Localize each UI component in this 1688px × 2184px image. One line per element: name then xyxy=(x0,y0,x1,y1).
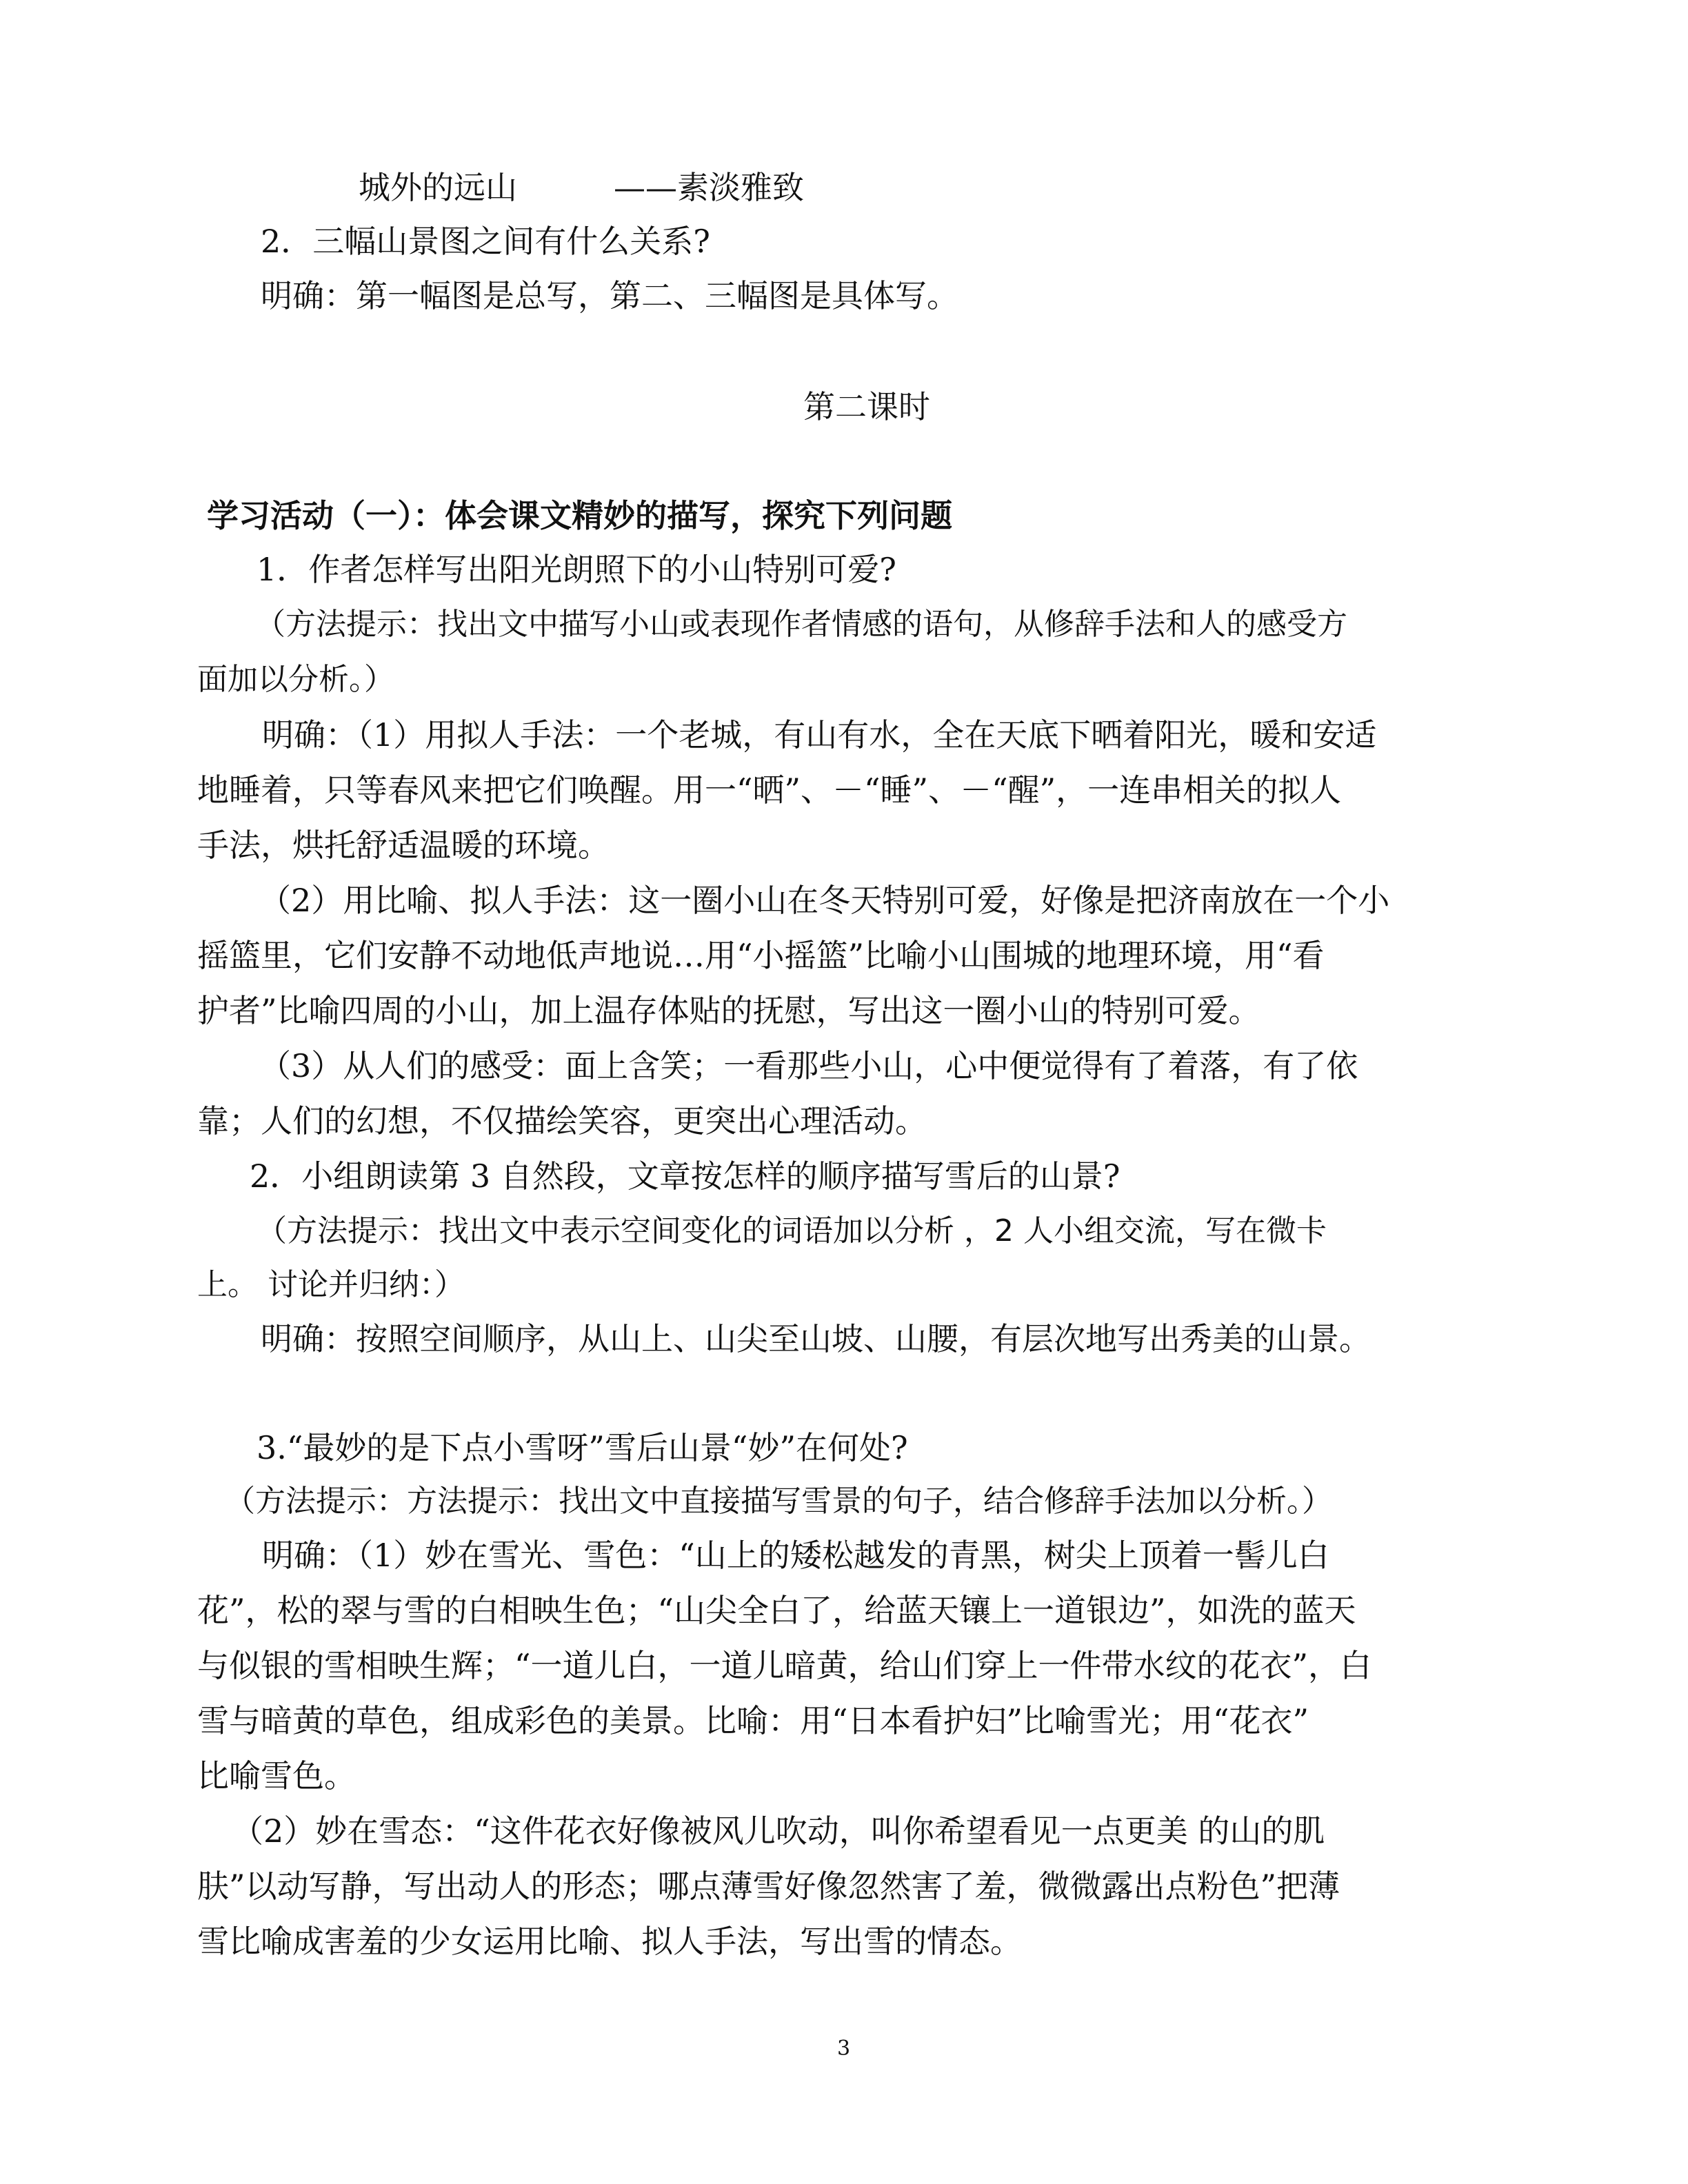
section1-answer1-line2: 地睡着，只等春风来把它们唤醒。用一“晒”、－“睡”、－“醒”，一连串相关的拟人 xyxy=(197,771,1342,809)
question-2-relation: 2．三幅山景图之间有什么关系? xyxy=(261,223,710,260)
lesson-title: 第二课时 xyxy=(803,388,930,425)
section3-answer1-line5: 比喻雪色。 xyxy=(197,1757,356,1794)
section3-answer1-line1: 明确：（1）妙在雪光、雪色：“山上的矮松越发的青黑，树尖上顶着一髻儿白 xyxy=(262,1537,1329,1574)
mountain-label: 城外的远山 xyxy=(359,169,517,206)
activity-heading: 学习活动（一）：体会课文精妙的描写，探究下列问题 xyxy=(207,497,952,534)
page-number: 3 xyxy=(837,2036,851,2061)
section3-answer2-line1: （2）妙在雪态：“这件花衣好像被风儿吹动，叫你希望看见一点更美 的山的肌 xyxy=(232,1812,1325,1850)
section3-answer1-line4: 雪与暗黄的草色，组成彩色的美景。比喻：用“日本看护妇”比喻雪光；用“花衣” xyxy=(197,1702,1309,1739)
section3-answer2-line2: 肤”以动写静，写出动人的形态；哪点薄雪好像忽然害了羞，微微露出点粉色”把薄 xyxy=(197,1868,1340,1905)
section1-answer1-line1: 明确：（1）用拟人手法：一个老城，有山有水，全在天底下晒着阳光，暖和安适 xyxy=(262,716,1377,754)
section1-answer2-line2: 摇篮里，它们安静不动地低声地说…用“小摇篮”比喻小山围城的地理环境，用“看 xyxy=(197,937,1325,974)
section3-answer2-line3: 雪比喻成害羞的少女运用比喻、拟人手法，写出雪的情态。 xyxy=(197,1923,1022,1960)
mountain-line xyxy=(359,167,804,208)
section1-question: 1．作者怎样写出阳光朗照下的小山特别可爱? xyxy=(257,551,896,588)
section1-answer2-line3: 护者”比喻四周的小山，加上温存体贴的抚慰，写出这一圈小山的特别可爱。 xyxy=(197,992,1260,1029)
section2-answer: 明确：按照空间顺序，从山上、山尖至山坡、山腰，有层次地写出秀美的山景。 xyxy=(261,1320,1371,1357)
section1-hint-line2: 面加以分析。） xyxy=(197,662,394,697)
section3-question: 3.“最妙的是下点小雪呀”雪后山景“妙”在何处? xyxy=(257,1429,908,1466)
section2-hint-line1: （方法提示：找出文中表示空间变化的词语加以分析 ，2 人小组交流，写在微卡 xyxy=(257,1213,1327,1248)
section2-hint-line2: 上。 讨论并归纳：） xyxy=(197,1267,465,1302)
mountain-desc: ——素淡雅致 xyxy=(614,169,804,206)
answer-2-relation: 明确：第一幅图是总写，第二、三幅图是具体写。 xyxy=(261,277,958,314)
section1-answer1-line3: 手法，烘托舒适温暖的环境。 xyxy=(197,827,610,864)
section3-hint: （方法提示：方法提示：找出文中直接描写雪景的句子，结合修辞手法加以分析。） xyxy=(225,1484,1332,1519)
section1-answer2-line1: （2）用比喻、拟人手法：这一圈小山在冬天特别可爱，好像是把济南放在一个小 xyxy=(259,882,1390,919)
section1-hint-line1: （方法提示：找出文中描写小山或表现作者情感的语句，从修辞手法和人的感受方 xyxy=(255,607,1347,642)
section1-answer3-line2: 靠；人们的幻想，不仅描绘笑容，更突出心理活动。 xyxy=(197,1102,927,1140)
section3-answer1-line3: 与似银的雪相映生辉；“一道儿白，一道儿暗黄，给山们穿上一件带水纹的花衣”，白 xyxy=(197,1647,1372,1684)
section2-question: 2．小组朗读第 3 自然段，文章按怎样的顺序描写雪后的山景? xyxy=(250,1157,1121,1195)
section1-answer3-line1: （3）从人们的感受：面上含笑；一看那些小山，心中便觉得有了着落，有了依 xyxy=(259,1047,1358,1084)
section3-answer1-line2: 花”，松的翠与雪的白相映生色；“山尖全白了，给蓝天镶上一道银边”，如洗的蓝天 xyxy=(197,1592,1356,1629)
